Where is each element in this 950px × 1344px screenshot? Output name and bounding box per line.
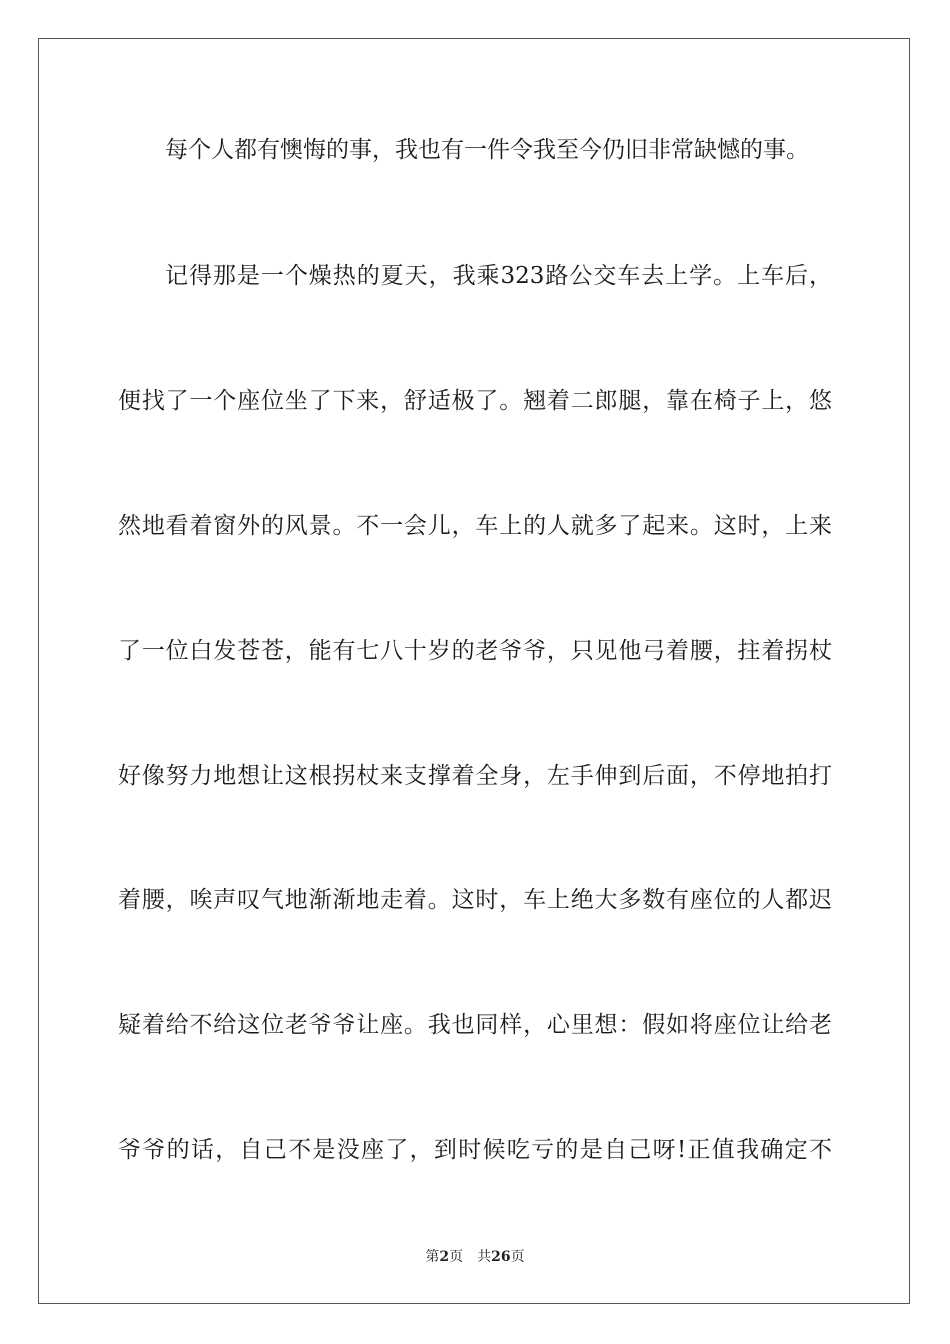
total-prefix: 共 [477,1249,492,1265]
paragraph-2-line-3: 然地看着窗外的风景。不一会儿，车上的人就多了起来。这时，上来 [118,513,832,539]
page-prefix: 第 [425,1249,440,1265]
paragraph-2-line-2: 便找了一个座位坐了下来，舒适极了。翘着二郎腿，靠在椅子上，悠 [118,388,832,414]
page-suffix: 页 [449,1249,464,1265]
paragraph-2-line-5: 好像努力地想让这根拐杖来支撑着全身，左手伸到后面，不停地拍打 [118,763,832,789]
total-suffix: 页 [510,1249,525,1265]
page-border [38,38,910,1304]
page-number: 2 [439,1249,450,1265]
paragraph-2-line-7: 疑着给不给这位老爷爷让座。我也同样，心里想：假如将座位让给老 [118,1012,832,1038]
paragraph-2-line-8: 爷爷的话，自己不是没座了，到时候吃亏的是自己呀!正值我确定不 [118,1137,832,1163]
total-pages: 26 [491,1249,511,1265]
paragraph-1-line-1: 每个人都有懊悔的事，我也有一件令我至今仍旧非常缺憾的事。 [165,137,809,163]
paragraph-2-line-6: 着腰，唉声叹气地渐渐地走着。这时，车上绝大多数有座位的人都迟 [118,887,832,913]
paragraph-2-line-4: 了一位白发苍苍，能有七八十岁的老爷爷，只见他弓着腰，拄着拐杖 [118,638,832,664]
page-footer [0,1246,950,1268]
paragraph-2-line-1: 记得那是一个燥热的夏天，我乘323路公交车去上学。上车后， [165,263,832,289]
